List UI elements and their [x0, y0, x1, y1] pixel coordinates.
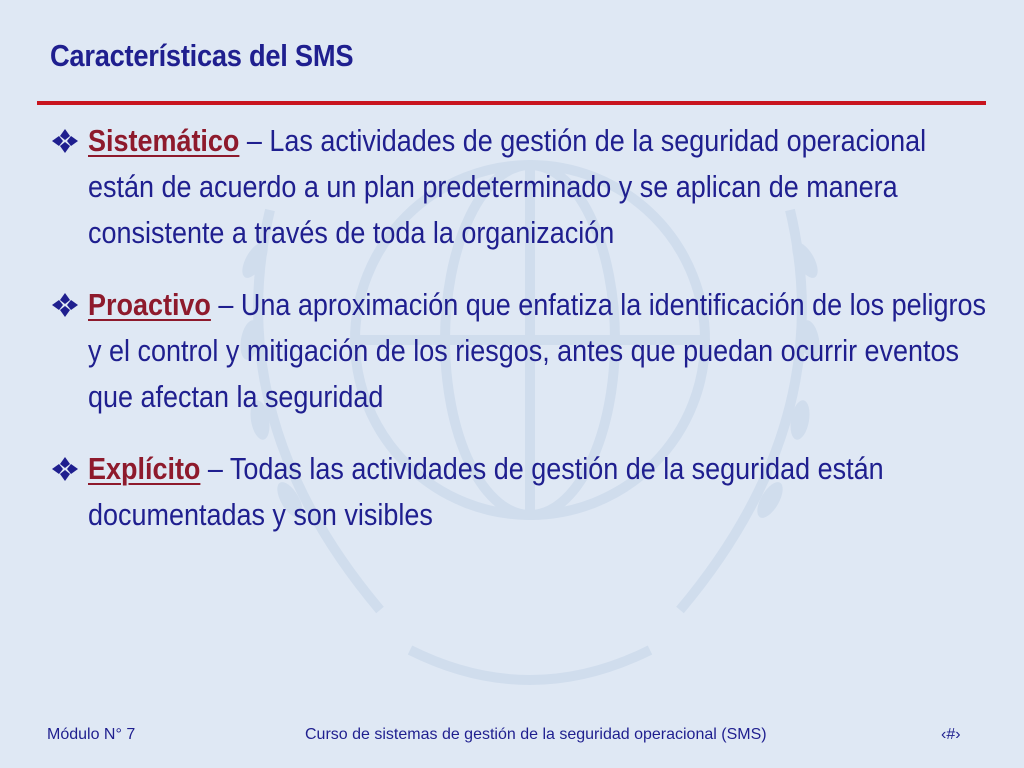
bullet-list — [50, 118, 987, 538]
diamond-bullet-icon — [50, 128, 80, 154]
footer-course-title: Curso de sistemas de gestión de la seguridad operacional (SMS) — [305, 726, 767, 743]
slide-title: Características del SMS — [50, 38, 354, 73]
footer-page-number: ‹#› — [941, 726, 961, 743]
bullet-item — [50, 118, 980, 256]
bullet-term: Proactivo — [88, 287, 211, 322]
bullet-text: – Todas las actividades de gestión de la seguridad están documentadas y son visibles — [88, 451, 884, 532]
bullet-term: Explícito — [88, 451, 201, 486]
bullet-text: – Las actividades de gestión de la seguridad operacional están de acuerdo a un plan predeterminado y se aplican de manera consistente a través de toda la organización — [88, 123, 927, 250]
bullet-term: Sistemático — [88, 123, 240, 158]
bullet-item — [50, 446, 980, 538]
title-divider — [37, 101, 986, 105]
diamond-bullet-icon — [50, 456, 80, 482]
bullet-text: – Una aproximación que enfatiza la identificación de los peligros y el control y mitigación de los riesgos, antes que puedan ocurrir eventos que afectan la seguridad — [88, 287, 987, 414]
footer-module: Módulo N° 7 — [47, 726, 136, 743]
bullet-item — [50, 282, 987, 420]
diamond-bullet-icon — [50, 292, 80, 318]
